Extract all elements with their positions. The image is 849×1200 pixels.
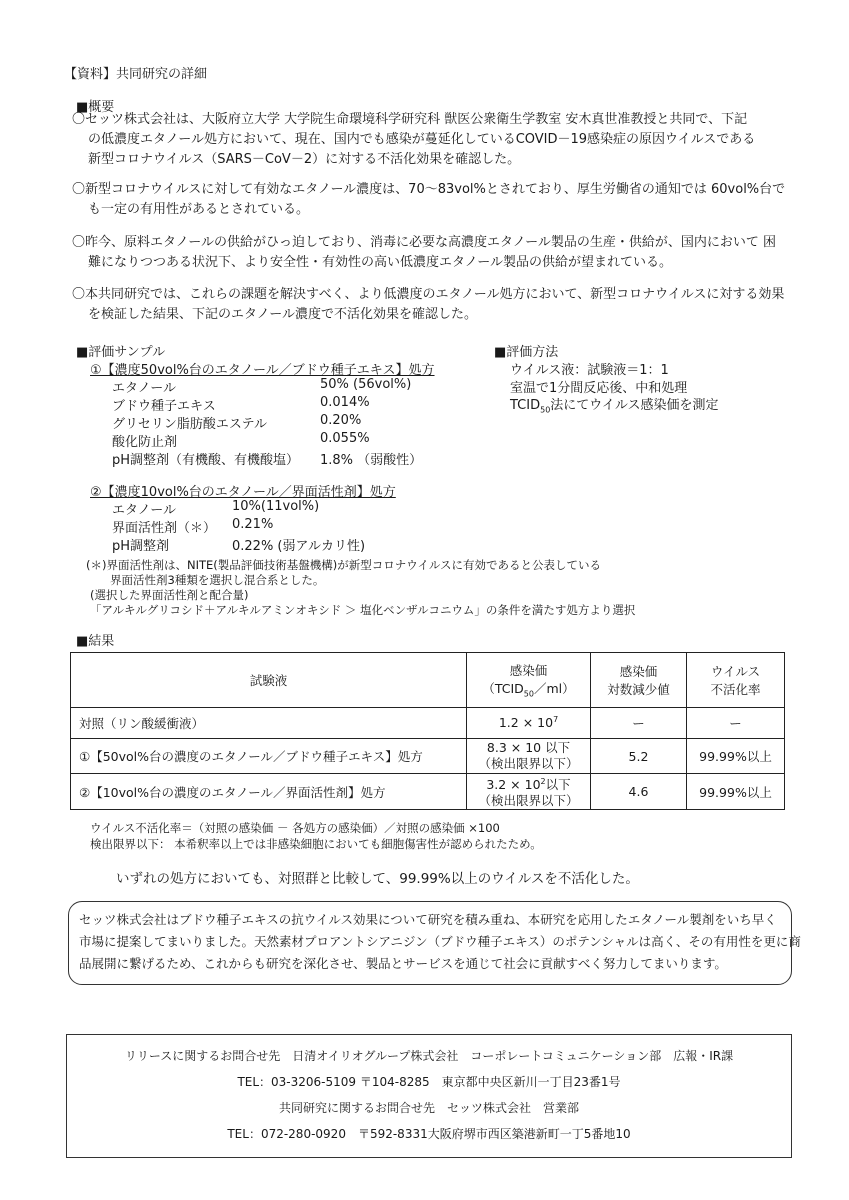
sample1-item-value: 1.8% （弱酸性） (320, 453, 423, 468)
message-line: セッツ株式会社はブドウ種子エキスの抗ウイルス効果について研究を積み重ね、本研究を応用したエタノール製剤をいち早く (79, 912, 777, 927)
overview-p1-line2: の低濃度エタノール処方において、現在、国内でも感染が蔓延化しているCOVID－19感染症の原因ウイルスである (88, 132, 756, 147)
results-note: ウイルス不活化率＝（対照の感染価 － 各処方の感染価）／対照の感染価 ×100 (90, 821, 500, 835)
samples-footnotes (86, 558, 635, 618)
method-line-3 (510, 394, 719, 415)
contact-line: TEL：072-280-0920 〒592-8331大阪府堺市西区築港新町一丁5番地10 (227, 1127, 631, 1141)
footnote-line: 「アルキルグリコシド＋アルキルアミンオキシド ＞ 塩化ベンザルコニウム」の条件を満たす処方より選択 (90, 603, 636, 617)
header-inactivation-rate (687, 653, 785, 708)
sample2-item-name: pH調整剤 (112, 539, 170, 554)
footnote-line: (選択した界面活性剤と配合量) (90, 588, 249, 602)
sample2-item-value: 0.21% (232, 517, 274, 532)
overview-paragraph-1 (72, 110, 755, 170)
results-header-row (71, 653, 785, 708)
row-log: 5.2 (591, 739, 687, 774)
results-conclusion: いずれの処方においても、対照群と比較して、99.99%以上のウイルスを不活化した。 (116, 871, 639, 887)
row-titer (467, 774, 591, 810)
sample1-title: ①【濃度50vol%台のエタノール／ブドウ種子エキス】処方 (90, 363, 435, 378)
header-rate-line1: ウイルス (710, 664, 761, 679)
page-title: 【資料】共同研究の詳細 (64, 67, 208, 82)
sample1-item-name: pH調整剤（有機酸、有機酸塩） (112, 453, 300, 468)
sample1-item-value: 50% (56vol%) (320, 377, 412, 392)
method-line-1: ウイルス液：試験液＝1：1 (510, 363, 669, 378)
titer-value: 3.2 × 10 (486, 777, 541, 793)
company-message-box (68, 901, 801, 985)
titer-exponent: 7 (553, 715, 559, 725)
sample1-item-name: ブドウ種子エキス (112, 399, 216, 414)
titer-note: （検出限界以下） (478, 793, 579, 809)
overview-paragraph-3 (72, 233, 776, 273)
overview-p4-line2: を検証した結果、下記のエタノール濃度で不活化効果を確認した。 (88, 307, 477, 322)
contact-line: リリースに関するお問合せ先 日清オイリオグループ株式会社 コーポレートコミュニケーション部 広報・IR課 (124, 1049, 734, 1063)
header-log-reduction (591, 653, 687, 708)
sample2-title: ②【濃度10vol%台のエタノール／界面活性剤】処方 (90, 485, 396, 500)
contact-line: TEL：03-3206-5109 〒104-8285 東京都中央区新川一丁目23番1号 (237, 1075, 621, 1089)
overview-p3-line2: 難になりつつある状況下、より安全性・有効性の高い低濃度エタノール製品の供給が望まれている。 (88, 255, 672, 270)
sample1-item-value: 0.055% (320, 431, 370, 446)
results-note: 検出限界以下： 本希釈率以上では非感染細胞においても細胞傷害性が認められたため。 (90, 837, 542, 851)
contact-info (67, 1043, 791, 1147)
overview-p3-line1: 〇昨今、原料エタノールの供給がひっ迫しており、消毒に必要な高濃度エタノール製品の生産・供給が、国内において 困 (72, 235, 777, 250)
samples-heading: ■評価サンプル (76, 345, 166, 360)
results-table (70, 652, 785, 810)
header-titer (467, 653, 591, 708)
results-heading: ■結果 (76, 634, 115, 649)
table-row (71, 708, 785, 739)
row-name: ①【50vol%台の濃度のエタノール／ブドウ種子エキス】処方 (71, 739, 467, 774)
row-rate: 99.99%以上 (687, 739, 785, 774)
header-titer-line2 (467, 679, 590, 699)
footnote-line: (＊)界面活性剤は、NITE(製品評価技術基盤機構)が新型コロナウイルスに有効であると公表している (86, 558, 602, 572)
titer-suffix: 以下 (545, 777, 571, 793)
header-log-line1: 感染価 (619, 664, 658, 679)
titer-note: （検出限界以下） (478, 756, 579, 771)
titer-value: 1.2 × 10 (498, 715, 554, 731)
sample1-item-value: 0.20% (320, 413, 362, 428)
titer-value: 8.3 × 10 以下 (486, 740, 571, 755)
sample1-item-name: 酸化防止剤 (112, 435, 178, 450)
message-line: 市場に提案してまいりました。天然素材プロアントシアニジン（ブドウ種子エキス）のポテンシャルは高く、その有用性を更に商 (79, 934, 801, 949)
contact-line: 共同研究に関するお問合せ先 セッツ株式会社 営業部 (278, 1101, 579, 1115)
overview-p2-line2: も一定の有用性があるとされている。 (88, 202, 310, 217)
sample1-item-name: エタノール (112, 381, 176, 396)
table-row (71, 739, 785, 774)
contact-box (66, 1034, 792, 1158)
overview-p1-line3: 新型コロナウイルス（SARS－CoV－2）に対する不活化効果を確認した。 (88, 152, 521, 167)
sample2-item-name: 界面活性剤（＊） (112, 521, 217, 536)
footnote-line: 界面活性剤3種類を選択し混合系とした。 (110, 573, 325, 587)
sample2-item-name: エタノール (112, 503, 176, 518)
overview-p1-line1: 〇セッツ株式会社は、大阪府立大学 大学院生命環境科学研究科 獣医公衆衛生学教室 安木真世准教授と共同で、下記 (72, 112, 748, 127)
overview-p2-line1: 〇新型コロナウイルスに対して有効なエタノール濃度は、70～83vol%とされており、厚生労働省の通知では 60vol%台で (72, 182, 786, 197)
overview-p4-line1: 〇本共同研究では、これらの課題を解決すべく、より低濃度のエタノール処方において、新型コロナウイルスに対する効果 (72, 287, 785, 302)
tcid-label: TCID (510, 398, 541, 413)
row-titer (467, 739, 591, 774)
titer-value-line (467, 774, 590, 793)
overview-heading: ■概要 (76, 100, 115, 115)
sample2-item-value: 10%(11vol%) (232, 499, 320, 514)
row-rate: ー (687, 708, 785, 739)
header-rate-line2: 不活化率 (710, 682, 761, 697)
row-rate: 99.99%以上 (687, 774, 785, 810)
header-test-solution: 試験液 (71, 653, 467, 708)
results-notes (90, 820, 542, 852)
sample2-item-value: 0.22% (弱アルカリ性) (232, 539, 366, 554)
titer-exponent: 2 (540, 777, 546, 786)
sample1-item-value: 0.014% (320, 395, 370, 410)
table-row (71, 774, 785, 810)
row-name: ②【10vol%台の濃度のエタノール／界面活性剤】処方 (71, 774, 467, 810)
message-line: 品展開に繋げるため、これからも研究を深化させ、製品とサービスを通じて社会に貢献すべく努力してまいります。 (79, 956, 727, 971)
header-titer-unit: （TCID (482, 681, 524, 697)
method-line-2: 室温で1分間反応後、中和処理 (510, 381, 688, 396)
row-name: 対照（リン酸緩衝液） (71, 708, 467, 739)
method-heading: ■評価方法 (494, 345, 559, 360)
company-message (79, 909, 801, 975)
header-titer-line1: 感染価 (509, 663, 548, 679)
overview-paragraph-4 (72, 285, 784, 325)
row-titer (467, 708, 591, 739)
row-log: ー (591, 708, 687, 739)
row-log: 4.6 (591, 774, 687, 810)
method-line-3-text: 法にてウイルス感染価を測定 (550, 398, 719, 413)
header-titer-subscript: 50 (523, 689, 534, 699)
overview-paragraph-2 (72, 180, 785, 220)
sample1-item-name: グリセリン脂肪酸エステル (112, 417, 267, 432)
header-titer-unit-suffix: ／ml） (533, 681, 575, 697)
tcid-subscript: 50 (540, 405, 551, 415)
header-log-line2: 対数減少値 (607, 682, 670, 697)
